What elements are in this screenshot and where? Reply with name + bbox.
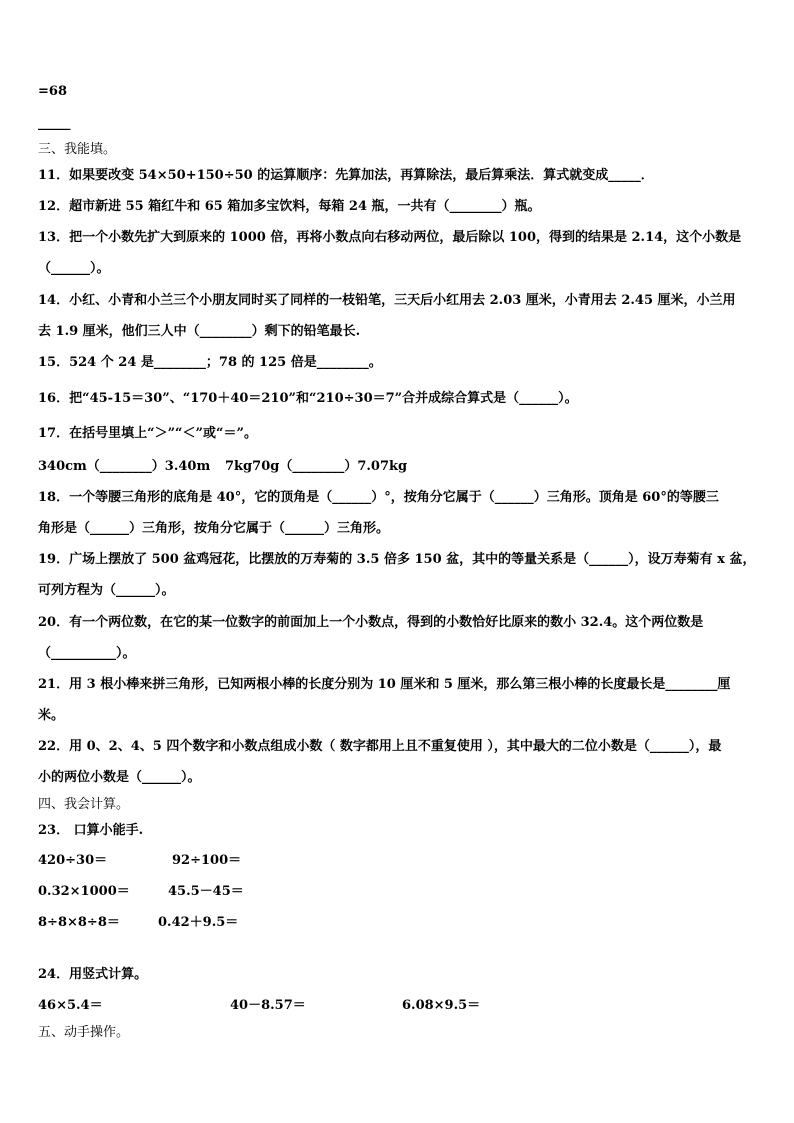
question-23: 23． 口算小能手. bbox=[38, 823, 144, 838]
question-13-line-1: 13．把一个小数先扩大到原来的 1000 倍，再将小数点向右移动两位，最后除以 100，得到的结果是 2.14，这个小数是 bbox=[38, 230, 742, 245]
question-14-line-1: 14．小红、小青和小兰三个小朋友同时买了同样的一枝铅笔，三天后小红用去 2.03 厘米，小青用去 2.45 厘米，小兰用 bbox=[38, 293, 736, 308]
question-22-line-1: 22．用 0、2、4、5 四个数字和小数点组成小数（ 数字都用上且不重复使用 ），其中最大的二位小数是（______），最 bbox=[38, 739, 722, 754]
mental-math-item: 45.5－45＝ bbox=[168, 884, 244, 899]
question-20-line-1: 20．有一个两位数，在它的某一位数字的前面加上一个小数点，得到的小数恰好比原来的数小 32.4。这个两位数是 bbox=[38, 615, 704, 630]
question-17-item-b: 7kg70g（________）7.07kg bbox=[225, 459, 408, 474]
question-21-line-1: 21．用 3 根小棒来拼三角形，已知两根小棒的长度分别为 10 厘米和 5 厘米，那么第三根小棒的长度最长是________厘 bbox=[38, 677, 731, 692]
vertical-calc-item: 46×5.4＝ bbox=[38, 998, 103, 1013]
mental-math-item: 0.42＋9.5＝ bbox=[158, 915, 239, 930]
question-21-line-2: 米。 bbox=[38, 708, 65, 723]
question-16: 16．把“45-15＝30”、“170＋40＝210”和“210÷30＝7”合并成综合算式是（______）。 bbox=[38, 391, 578, 406]
section-3-heading: 三、我能填。 bbox=[38, 142, 117, 157]
section-5-heading: 五、动手操作。 bbox=[38, 1025, 130, 1040]
question-18-line-1: 18．一个等腰三角形的底角是 40°，它的顶角是（______）°，按角分它属于（______）三角形。顶角是 60°的等腰三 bbox=[38, 490, 719, 505]
question-15: 15．524 个 24 是________；78 的 125 倍是________。 bbox=[38, 355, 382, 370]
question-19-line-2: 可列方程为（______）。 bbox=[38, 583, 175, 598]
mental-math-item: 8÷8×8÷8＝ bbox=[38, 915, 120, 930]
mental-math-item: 0.32×1000＝ bbox=[38, 884, 130, 899]
question-24: 24．用竖式计算。 bbox=[38, 967, 148, 982]
mental-math-item: 420÷30＝ bbox=[38, 853, 108, 868]
question-11: 11．如果要改变 54×50+150÷50 的运算顺序：先算加法，再算除法，最后算乘法．算式就变成_____． bbox=[38, 168, 654, 183]
mental-math-item: 92÷100＝ bbox=[172, 853, 242, 868]
question-19-line-1: 19．广场上摆放了 500 盆鸡冠花，比摆放的万寿菊的 3.5 倍多 150 盆，其中的等量关系是（______），设万寿菊有 x 盆， bbox=[38, 552, 756, 567]
question-18-line-2: 角形是（______）三角形，按角分它属于（______）三角形。 bbox=[38, 521, 390, 536]
top-fragment: =68 bbox=[38, 84, 67, 99]
top-blank: _____ bbox=[38, 116, 71, 131]
question-17-item-a: 340cm（________）3.40m bbox=[38, 459, 211, 474]
section-4-heading: 四、我会计算。 bbox=[38, 797, 130, 812]
question-20-line-2: （__________）。 bbox=[38, 646, 136, 661]
question-22-line-2: 小的两位小数是（______）。 bbox=[38, 770, 201, 785]
question-14-line-2: 去 1.9 厘米，他们三人中（________）剩下的铅笔最长. bbox=[38, 324, 361, 339]
question-13-line-2: （______）。 bbox=[38, 261, 110, 276]
vertical-calc-item: 40－8.57＝ bbox=[230, 998, 306, 1013]
question-12: 12．超市新进 55 箱红牛和 65 箱加多宝饮料，每箱 24 瓶，一共有（________）瓶。 bbox=[38, 199, 541, 214]
question-17: 17．在括号里填上“＞”“＜”或“＝”。 bbox=[38, 426, 257, 441]
vertical-calc-item: 6.08×9.5＝ bbox=[402, 998, 481, 1013]
